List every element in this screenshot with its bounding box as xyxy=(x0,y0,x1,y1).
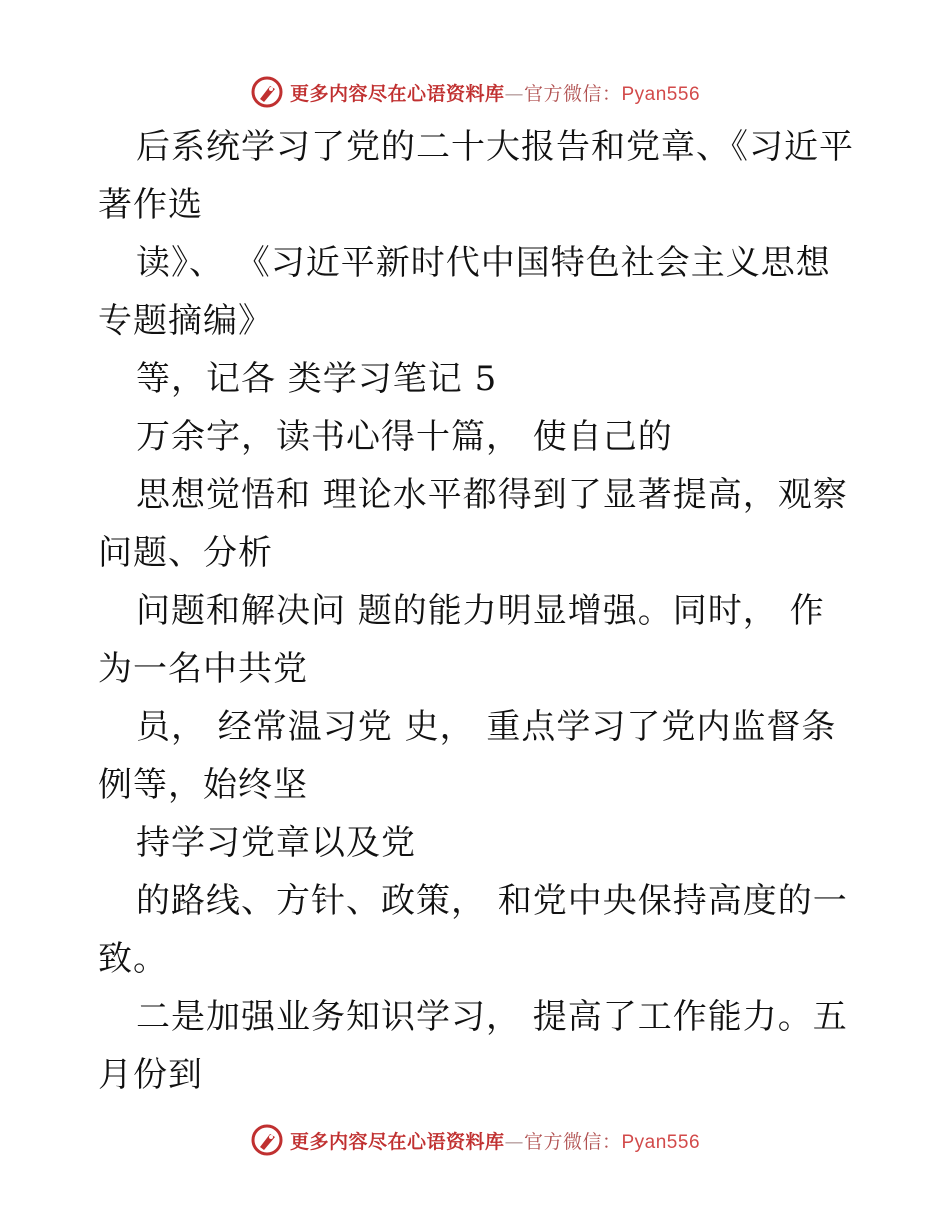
pen-nib-logo-icon xyxy=(250,75,284,109)
paragraph-5: 思想觉悟和 理论水平都得到了显著提高，观察问题、分析 xyxy=(98,475,848,573)
watermark-separator: — xyxy=(504,1130,524,1153)
watermark-wechat-label: 官方微信： xyxy=(523,82,622,105)
document-body xyxy=(98,118,858,1104)
watermark-text xyxy=(290,1127,700,1154)
watermark-wechat-label: 官方微信： xyxy=(523,1130,622,1153)
paragraph-8: 持学习党章以及党 xyxy=(136,823,416,863)
paragraph-1: 后系统学习了党的二十大报告和党章、《习近平著作选 xyxy=(98,127,854,225)
paragraph-2: 读》、 《习近平新时代中国特色社会主义思想专题摘编》 xyxy=(98,243,831,341)
watermark-brand: 更多内容尽在心语资料库 xyxy=(289,82,505,105)
paragraph-10: 二是加强业务知识学习， 提高了工作能力。五月份到 xyxy=(98,997,848,1095)
footer-watermark xyxy=(0,1120,950,1160)
pen-nib-logo-icon xyxy=(250,1123,284,1157)
watermark-separator: — xyxy=(504,82,524,105)
watermark-text xyxy=(290,79,700,106)
paragraph-3: 等，记各 类学习笔记 5 xyxy=(136,359,498,399)
header-watermark xyxy=(0,72,950,112)
paragraph-6: 问题和解决问 题的能力明显增强。同时， 作为一名中共党 xyxy=(98,591,825,689)
watermark-brand: 更多内容尽在心语资料库 xyxy=(289,1130,505,1153)
paragraph-7: 员， 经常温习党 史， 重点学习了党内监督条例等，始终坚 xyxy=(98,707,837,805)
paragraph-4: 万余字，读书心得十篇， 使自己的 xyxy=(136,417,673,457)
paragraph-9: 的路线、方针、政策， 和党中央保持高度的一致。 xyxy=(98,881,848,979)
watermark-wechat-id: Pyan556 xyxy=(621,83,701,105)
watermark-wechat-id: Pyan556 xyxy=(621,1131,701,1153)
